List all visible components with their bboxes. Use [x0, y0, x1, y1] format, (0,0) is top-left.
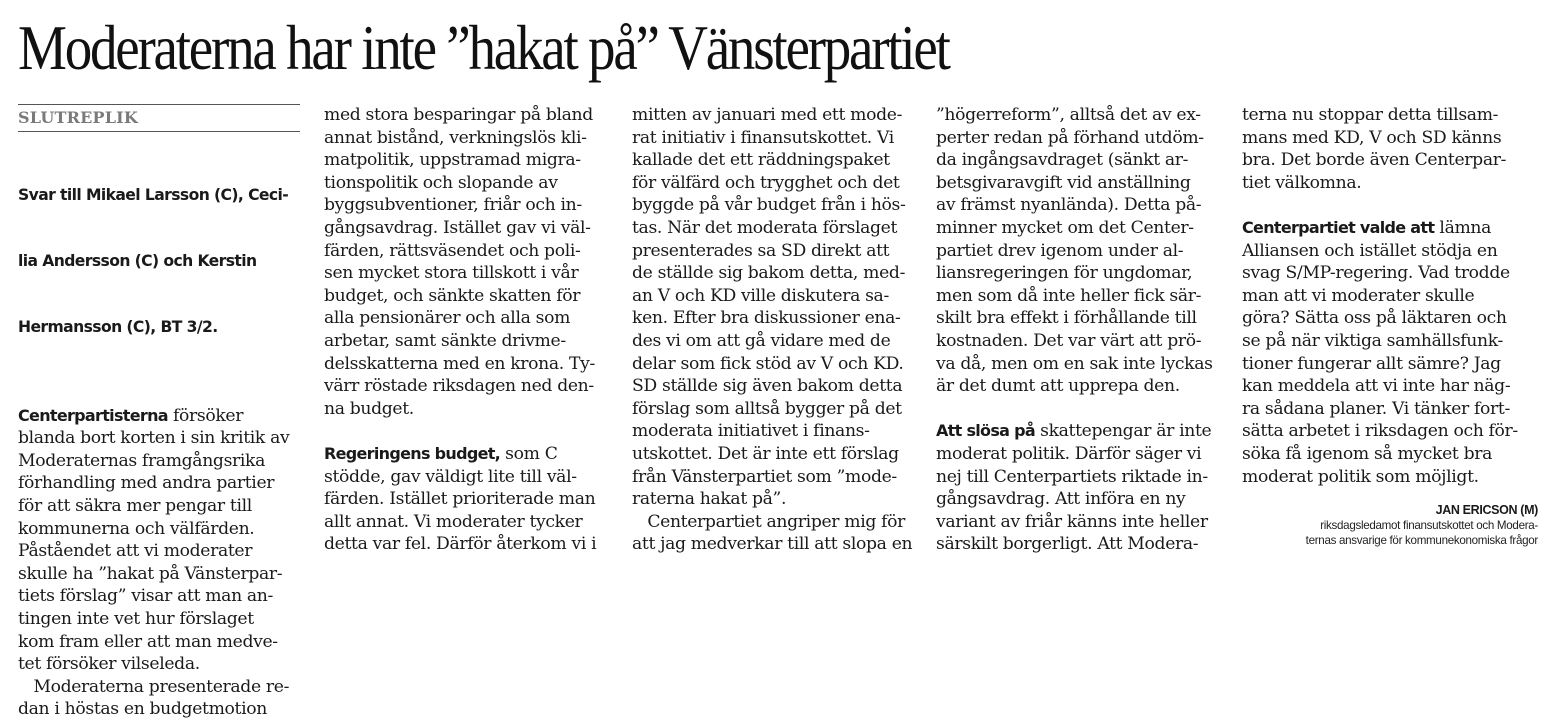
paragraph-line: allt annat. Vi moderater tycker	[324, 511, 583, 532]
paragraph-line: man att vi moderater skulle	[1242, 285, 1475, 306]
paragraph-line: ken. Efter bra diskussioner ena-	[632, 308, 901, 329]
paragraph-line: raterna hakat på”.	[632, 489, 787, 510]
paragraph-line: terna nu stoppar detta tillsam-	[1242, 105, 1499, 125]
column-5	[1242, 104, 1538, 548]
paragraph-line: särskilt borgerligt. Att Modera-	[936, 534, 1199, 555]
paragraph-line: stödde, gav väldigt lite till väl-	[324, 466, 577, 487]
paragraph-line: från Vänsterpartiet som ”mode-	[632, 466, 897, 487]
paragraph-line: för välfärd och trygghet och det	[632, 172, 900, 193]
paragraph-line: Centerpartiet angriper mig för	[632, 511, 906, 532]
paragraph-line: Att slösa på skattepengar är inte	[936, 421, 1212, 442]
paragraph-line: Centerpartiet valde att lämna	[1242, 217, 1492, 238]
paragraph-line: göra? Sätta oss på läktaren och	[1242, 308, 1507, 329]
paragraph-line: perter redan på förhand utdöm-	[936, 127, 1204, 148]
lead-in: Att slösa på	[936, 421, 1035, 441]
lead-in: Centerpartisterna	[18, 405, 168, 425]
paragraph-line: kallade det ett räddningspaket	[632, 150, 890, 171]
paragraph-line: mans med KD, V och SD känns	[1242, 127, 1502, 148]
paragraph-line: tioner fungerar allt sämre? Jag	[1242, 353, 1501, 374]
paragraph-line: byggsubventioner, friår och in-	[324, 195, 582, 216]
paragraph-line: färden. Istället prioriterade man	[324, 489, 596, 510]
paragraph-line: moderata initiativet i finans-	[632, 421, 870, 442]
paragraph-line: förslag som alltså bygger på det	[632, 398, 902, 419]
paragraph-line: budget, och sänkte skatten för	[324, 285, 581, 306]
intro-line: Svar till Mikael Larsson (C), Ceci-	[18, 186, 289, 204]
intro-line: Hermansson (C), BT 3/2.	[18, 318, 218, 336]
paragraph-line: nej till Centerpartiets riktade in-	[936, 466, 1208, 487]
paragraph-line: kommunerna och välfärden.	[18, 518, 255, 539]
paragraph-line: mitten av januari med ett mode-	[632, 105, 903, 125]
paragraph-line: kan meddela att vi inte har näg-	[1242, 376, 1511, 397]
paragraph-line: sen mycket stora tillskott i vår	[324, 263, 579, 284]
headline: Moderaterna har inte ”hakat på” Vänsterpartiet	[18, 12, 949, 83]
paragraph-line: färden, rättsväsendet och poli-	[324, 240, 581, 261]
lead-in: Centerpartiet valde att	[1242, 217, 1435, 237]
paragraph-line: men som då inte heller fick sär-	[936, 285, 1202, 306]
paragraph-line: sätta arbetet i riksdagen och för-	[1242, 421, 1518, 442]
kicker-label: SLUTREPLIK	[18, 108, 138, 127]
paragraph-line: an V och KD ville diskutera sa-	[632, 285, 889, 306]
paragraph-line: tionspolitik och slopande av	[324, 172, 558, 193]
paragraph-line: blanda bort korten i sin kritik av	[18, 428, 290, 449]
paragraph-line: alla pensionärer och alla som	[324, 308, 571, 329]
paragraph-line: tas. När det moderata förslaget	[632, 217, 898, 238]
paragraph-line: svag S/MP-regering. Vad trodde	[1242, 263, 1510, 284]
paragraph-line: med stora besparingar på bland	[324, 105, 593, 125]
column-1	[18, 104, 308, 721]
paragraph-line: tet försöker vilseleda.	[18, 654, 200, 675]
paragraph-line: ra sådana planer. Vi tänker fort-	[1242, 398, 1510, 419]
intro-block	[18, 140, 308, 382]
paragraph-line: va då, men om en sak inte lyckas	[936, 353, 1213, 374]
paragraph-line: söka få igenom så mycket bra	[1242, 443, 1493, 464]
paragraph-line: skilt bra effekt i förhållande till	[936, 308, 1197, 329]
paragraph-line: byggde på vår budget från i hös-	[632, 195, 906, 216]
paragraph-line: tiets förslag” visar att man an-	[18, 586, 273, 607]
paragraph-line: är det dumt att upprepa den.	[936, 376, 1180, 397]
paragraph-line: dan i höstas en budgetmotion	[18, 699, 267, 720]
paragraph-line: gångsavdrag. Att införa en ny	[936, 489, 1186, 510]
paragraph-line: delar som fick stöd av V och KD.	[632, 353, 904, 374]
paragraph-line: arbetar, samt sänkte drivme-	[324, 330, 566, 351]
paragraph-line: ”högerreform”, alltså det av ex-	[936, 105, 1201, 125]
paragraph-line: annat bistånd, verkningslös kli-	[324, 127, 587, 148]
paragraph-line: des vi om att gå vidare med de	[632, 330, 891, 351]
column-4	[936, 104, 1226, 556]
paragraph-line: att jag medverkar till att slopa en	[632, 534, 913, 555]
paragraph-line: rat initiativ i finansutskottet. Vi	[632, 127, 894, 148]
paragraph-line: Påståendet att vi moderater	[18, 541, 253, 562]
paragraph-line: Moderaterna presenterade re-	[18, 676, 290, 697]
paragraph-line: Centerpartisterna försöker	[18, 405, 244, 426]
paragraph-line: liansregeringen för ungdomar,	[936, 263, 1193, 284]
paragraph-line: minner mycket om det Center-	[936, 217, 1194, 238]
paragraph-line: variant av friår känns inte heller	[936, 511, 1208, 532]
paragraph-line: na budget.	[324, 398, 414, 419]
paragraph-line: matpolitik, uppstramad migra-	[324, 150, 581, 171]
paragraph-line: kom fram eller att man medve-	[18, 631, 278, 652]
paragraph-line: moderat politik. Därför säger vi	[936, 443, 1202, 464]
paragraph-line: presenterades sa SD direkt att	[632, 240, 890, 261]
paragraph-line: se på när viktiga samhällsfunk-	[1242, 330, 1503, 351]
lead-in: Regeringens budget,	[324, 443, 501, 463]
paragraph-line: värr röstade riksdagen ned den-	[324, 376, 594, 397]
divider-bottom	[18, 131, 300, 132]
paragraph-line: partiet drev igenom under al-	[936, 240, 1184, 261]
column-3	[632, 104, 922, 556]
author-role: ternas ansvarige för kommunekonomiska frågor	[1305, 534, 1538, 548]
paragraph-line: tiet välkomna.	[1242, 172, 1362, 193]
paragraph-line: delsskatterna med en krona. Ty-	[324, 353, 595, 374]
intro-line: lia Andersson (C) och Kerstin	[18, 252, 257, 270]
paragraph-line: bra. Det borde även Centerpar-	[1242, 150, 1507, 171]
author-role: riksdagsledamot finansutskottet och Modera-	[1320, 519, 1538, 533]
paragraph-line: da ingångsavdraget (sänkt ar-	[936, 150, 1189, 171]
paragraph-line: moderat politik som möjligt.	[1242, 466, 1479, 487]
paragraph-line: tingen inte vet hur förslaget	[18, 608, 254, 629]
paragraph-line: SD ställde sig även bakom detta	[632, 376, 903, 397]
paragraph-line: gångsavdrag. Istället gav vi väl-	[324, 217, 591, 238]
paragraph-line: betsgivaravgift vid anställning	[936, 172, 1191, 193]
paragraph-line: Regeringens budget, som C	[324, 443, 558, 464]
divider-top	[18, 104, 300, 105]
paragraph-line: skulle ha ”hakat på Vänsterpar-	[18, 563, 283, 584]
paragraph-line: utskottet. Det är inte ett förslag	[632, 443, 899, 464]
paragraph-line: Alliansen och istället stödja en	[1242, 240, 1498, 261]
paragraph-line: de ställde sig bakom detta, med-	[632, 263, 906, 284]
paragraph-line: kostnaden. Det var värt att prö-	[936, 330, 1202, 351]
paragraph-line: för att säkra mer pengar till	[18, 495, 252, 516]
paragraph-line: Moderaternas framgångsrika	[18, 450, 266, 471]
paragraph-line: av främst nyanlända). Detta på-	[936, 195, 1202, 216]
paragraph-line: förhandling med andra partier	[18, 473, 275, 494]
author-name: JAN ERICSON (M)	[1435, 503, 1538, 518]
paragraph-line: detta var fel. Därför återkom vi i	[324, 534, 597, 555]
column-2	[324, 104, 614, 556]
